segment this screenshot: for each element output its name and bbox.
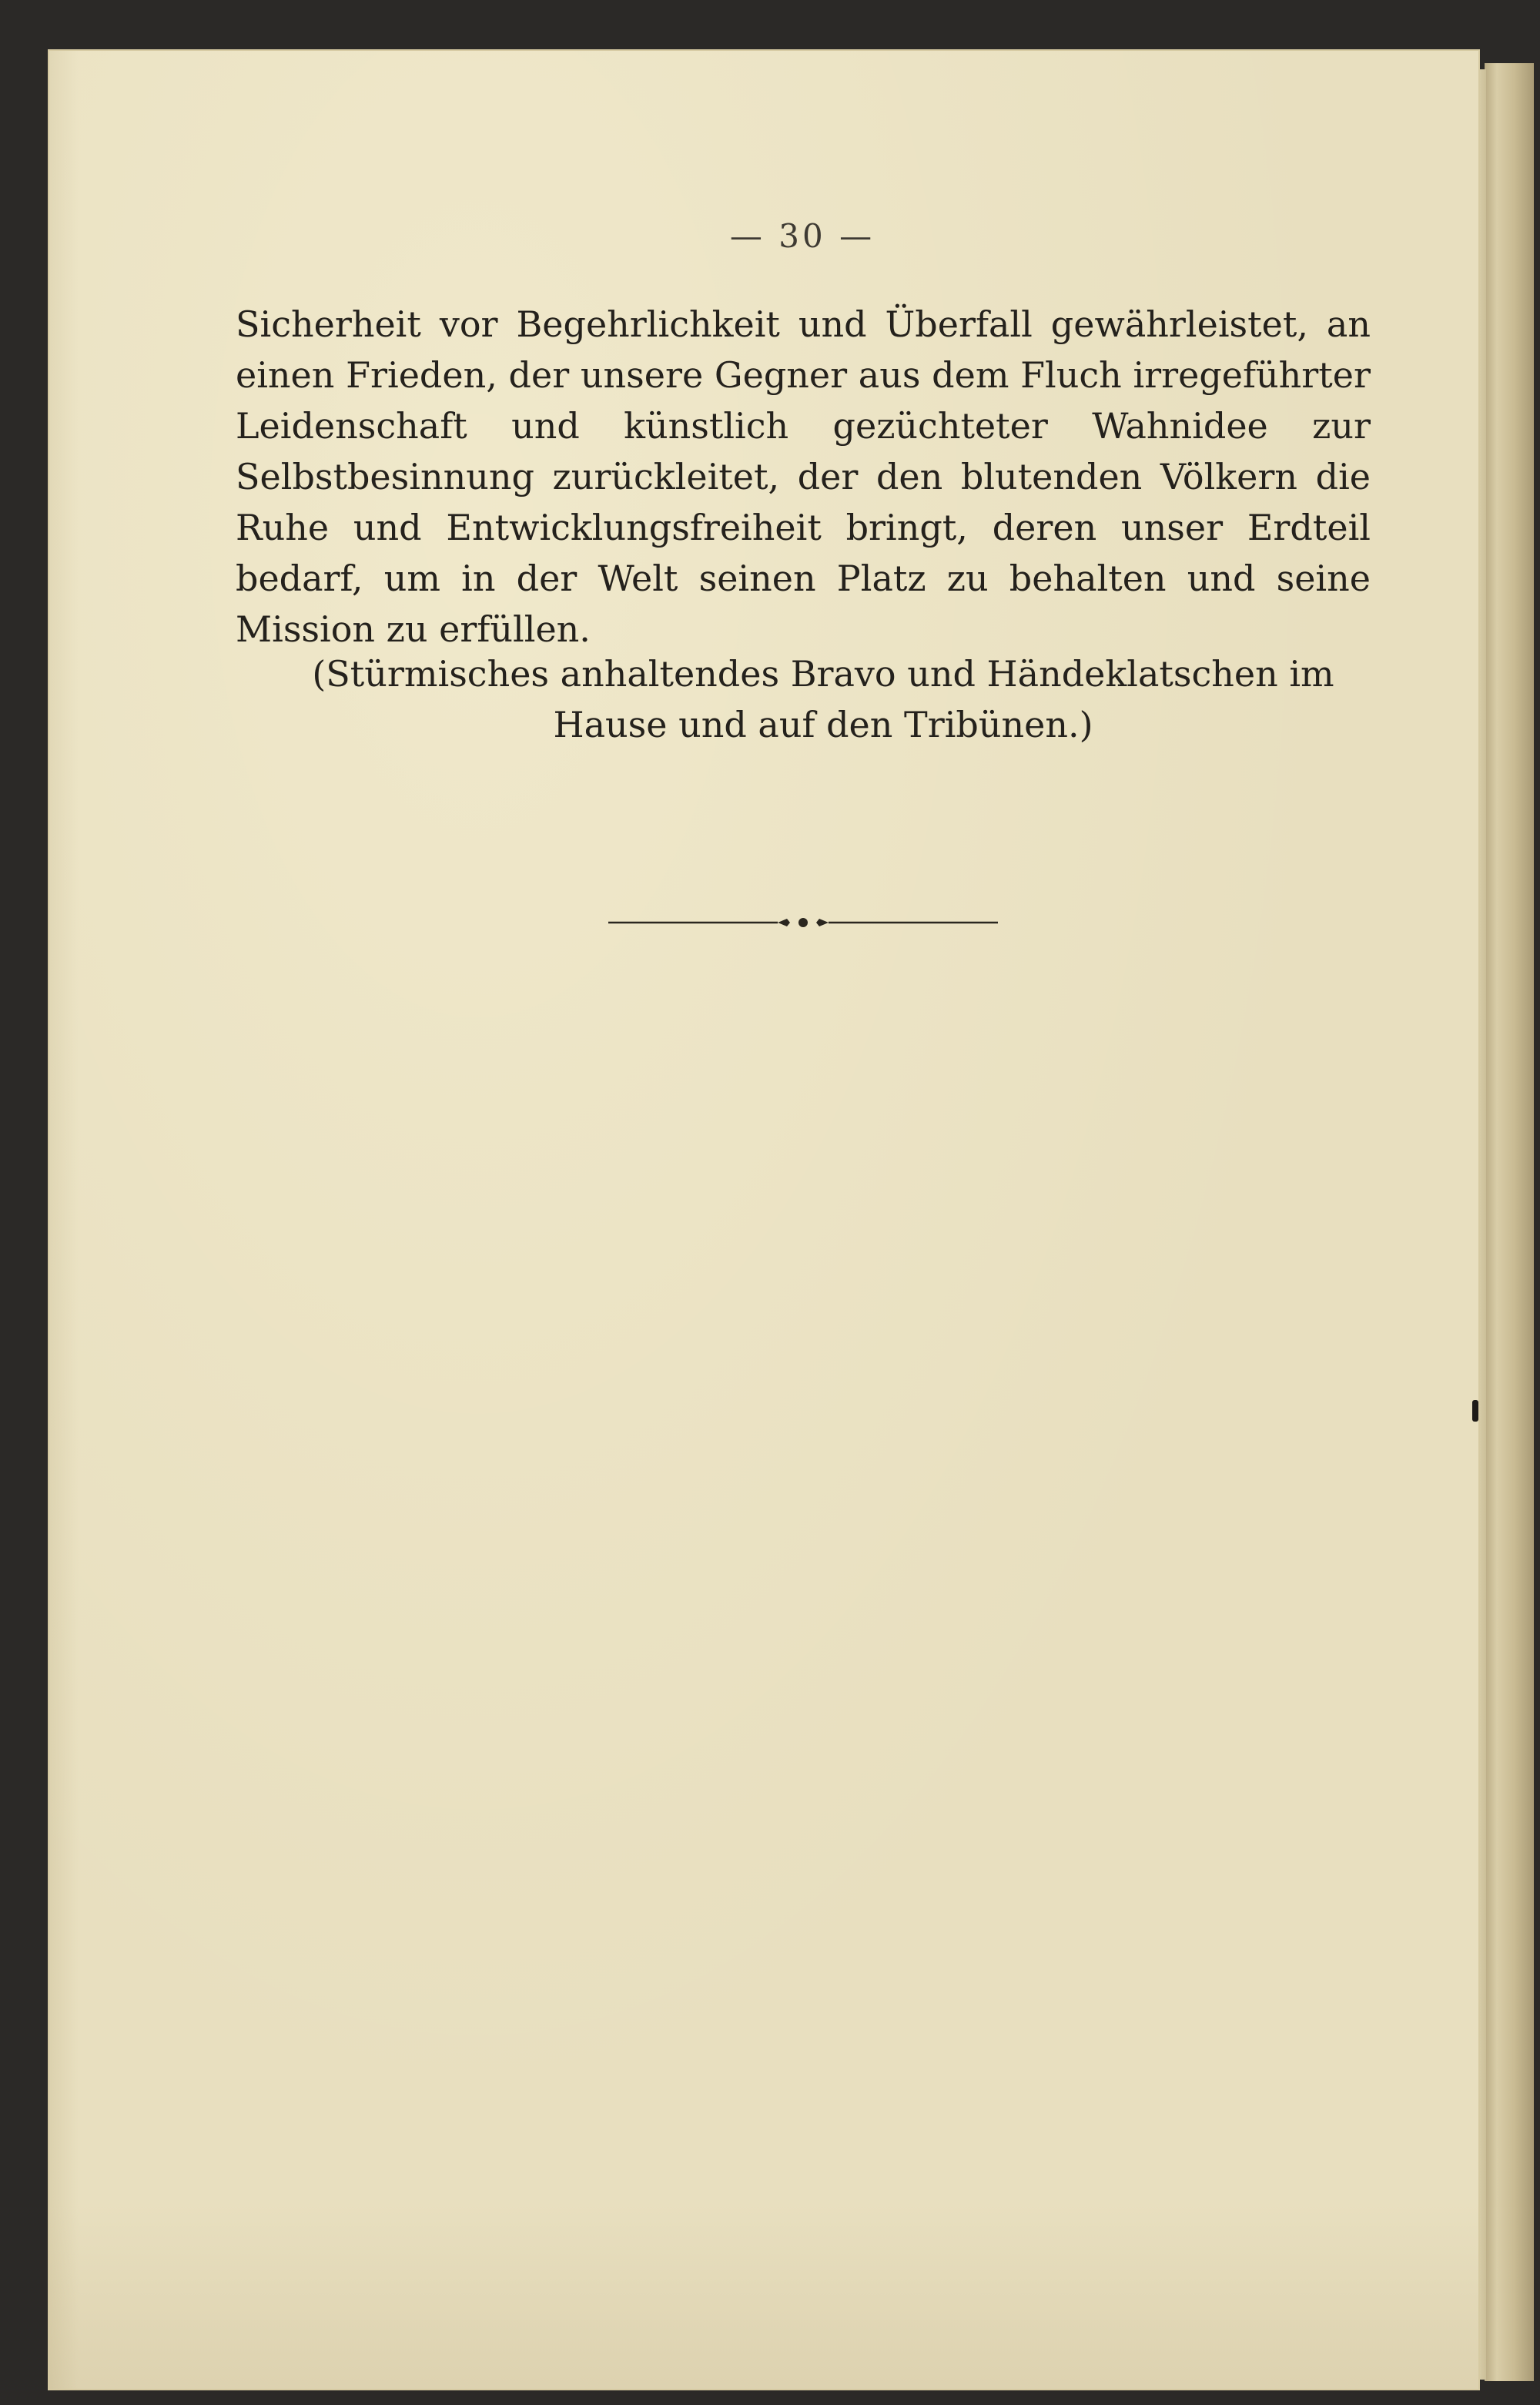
page-number: — 30 — [729, 217, 875, 255]
section-divider-ornament [608, 915, 998, 930]
margin-mark [1472, 1400, 1478, 1422]
applause-note: (Stürmisches anhaltendes Bravo und Händeklatschen im Hause und auf den Tribünen.) [312, 653, 1334, 745]
book-spine [1485, 63, 1534, 2381]
body-paragraph: Sicherheit vor Begehrlichkeit und Überfall gewährleistet, an einen Frieden, der unsere Gegner aus dem Fluch irregeführter Leidenschaft und künstlich gezüchteter Wahnidee zur Selbstbesinnung zurückleitet, der den blutenden Völkern die Ruhe und Entwicklungsfreiheit bringt, deren unser Erdteil bedarf, um in der Welt seinen Platz zu behalten und seine Mission zu erfüllen. [236, 303, 1371, 650]
